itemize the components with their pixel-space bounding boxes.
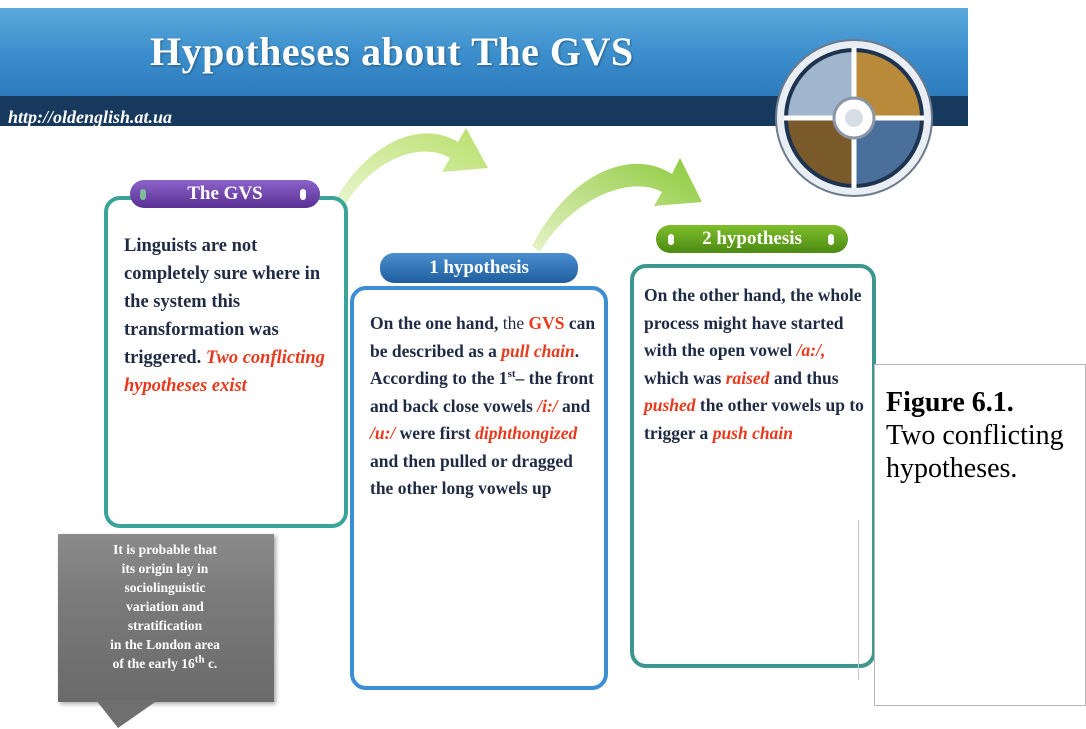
h1-seg: On the one hand, [370, 313, 499, 333]
h1-pull-chain: pull chain [501, 340, 575, 361]
h2-pushed: pushed [644, 395, 696, 415]
h1-vowel-u: /u:/ [370, 423, 396, 443]
h1-vowel-i: /i:/ [537, 395, 558, 416]
pill-dot-icon [300, 189, 306, 200]
h2-label-text: 2 hypothesis [702, 228, 802, 249]
source-url[interactable]: http://oldenglish.at.ua [8, 107, 173, 127]
gvs-label-text: The GVS [187, 183, 263, 204]
h1-seg: were first [399, 423, 471, 443]
h2-seg: and thus [773, 367, 839, 388]
hypothesis-2-text [644, 282, 872, 447]
pill-dot-icon [140, 189, 146, 200]
gvs-highlight: Two conflicting hypotheses exist [124, 348, 325, 396]
gvs-text [124, 232, 340, 400]
h1-seg: and then pulled or dragged the other long vowels up [370, 450, 573, 498]
h2-raised: raised [725, 367, 770, 388]
callout-tail [96, 700, 158, 728]
decorative-logo-icon [774, 38, 934, 198]
note-line: in the London area [110, 637, 220, 652]
h1-seg: – the front and back close vowels [370, 368, 594, 416]
note-sup: th [194, 653, 205, 666]
h1-sup: st [507, 368, 516, 381]
slide-title: Hypotheses about The GVS [150, 29, 634, 74]
h2-vowel-a: /a:/, [796, 340, 826, 360]
note-line: variation and [126, 599, 204, 614]
hypothesis-2-label [656, 225, 848, 253]
h2-push-chain: push chain [712, 422, 793, 443]
h2-seg: the other vowels up to trigger a [644, 395, 864, 443]
note-line [60, 654, 270, 673]
note-line: It is probable that [113, 542, 217, 557]
origin-note-text [60, 540, 270, 673]
h2-seg: which was [644, 367, 722, 388]
gvs-label [130, 180, 320, 208]
figure-caption [886, 386, 1086, 485]
arrow-to-h1-icon [330, 110, 500, 220]
caption-divider [858, 520, 859, 680]
pill-dot-icon [828, 234, 834, 245]
gvs-body: Linguists are not completely sure where in the system this transformation was triggered. [124, 236, 321, 368]
h2-seg: On the other hand, the whole process might have started with the open vowel [644, 285, 862, 360]
note-line: stratification [127, 618, 203, 633]
figure-number: Figure 6.1. [886, 387, 1014, 418]
note-seg: of the early 16 [112, 656, 195, 671]
note-seg: c. [207, 656, 218, 671]
h1-seg: and [562, 395, 591, 416]
hypothesis-1-label: 1 hypothesis [380, 253, 578, 283]
h1-gvs: GVS [528, 313, 565, 333]
figure-caption-text: Two conflicting hypotheses. [886, 420, 1064, 484]
pill-dot-icon [668, 234, 674, 245]
note-line: sociolinguistic [124, 580, 206, 595]
note-line: its origin lay in [121, 561, 209, 576]
h1-seg: can be described as a [370, 313, 596, 361]
hypothesis-1-text [370, 310, 600, 503]
h1-seg: . According to the 1 [370, 340, 580, 388]
h1-diphthongized: diphthongized [475, 423, 578, 443]
h1-seg: the [502, 313, 525, 333]
